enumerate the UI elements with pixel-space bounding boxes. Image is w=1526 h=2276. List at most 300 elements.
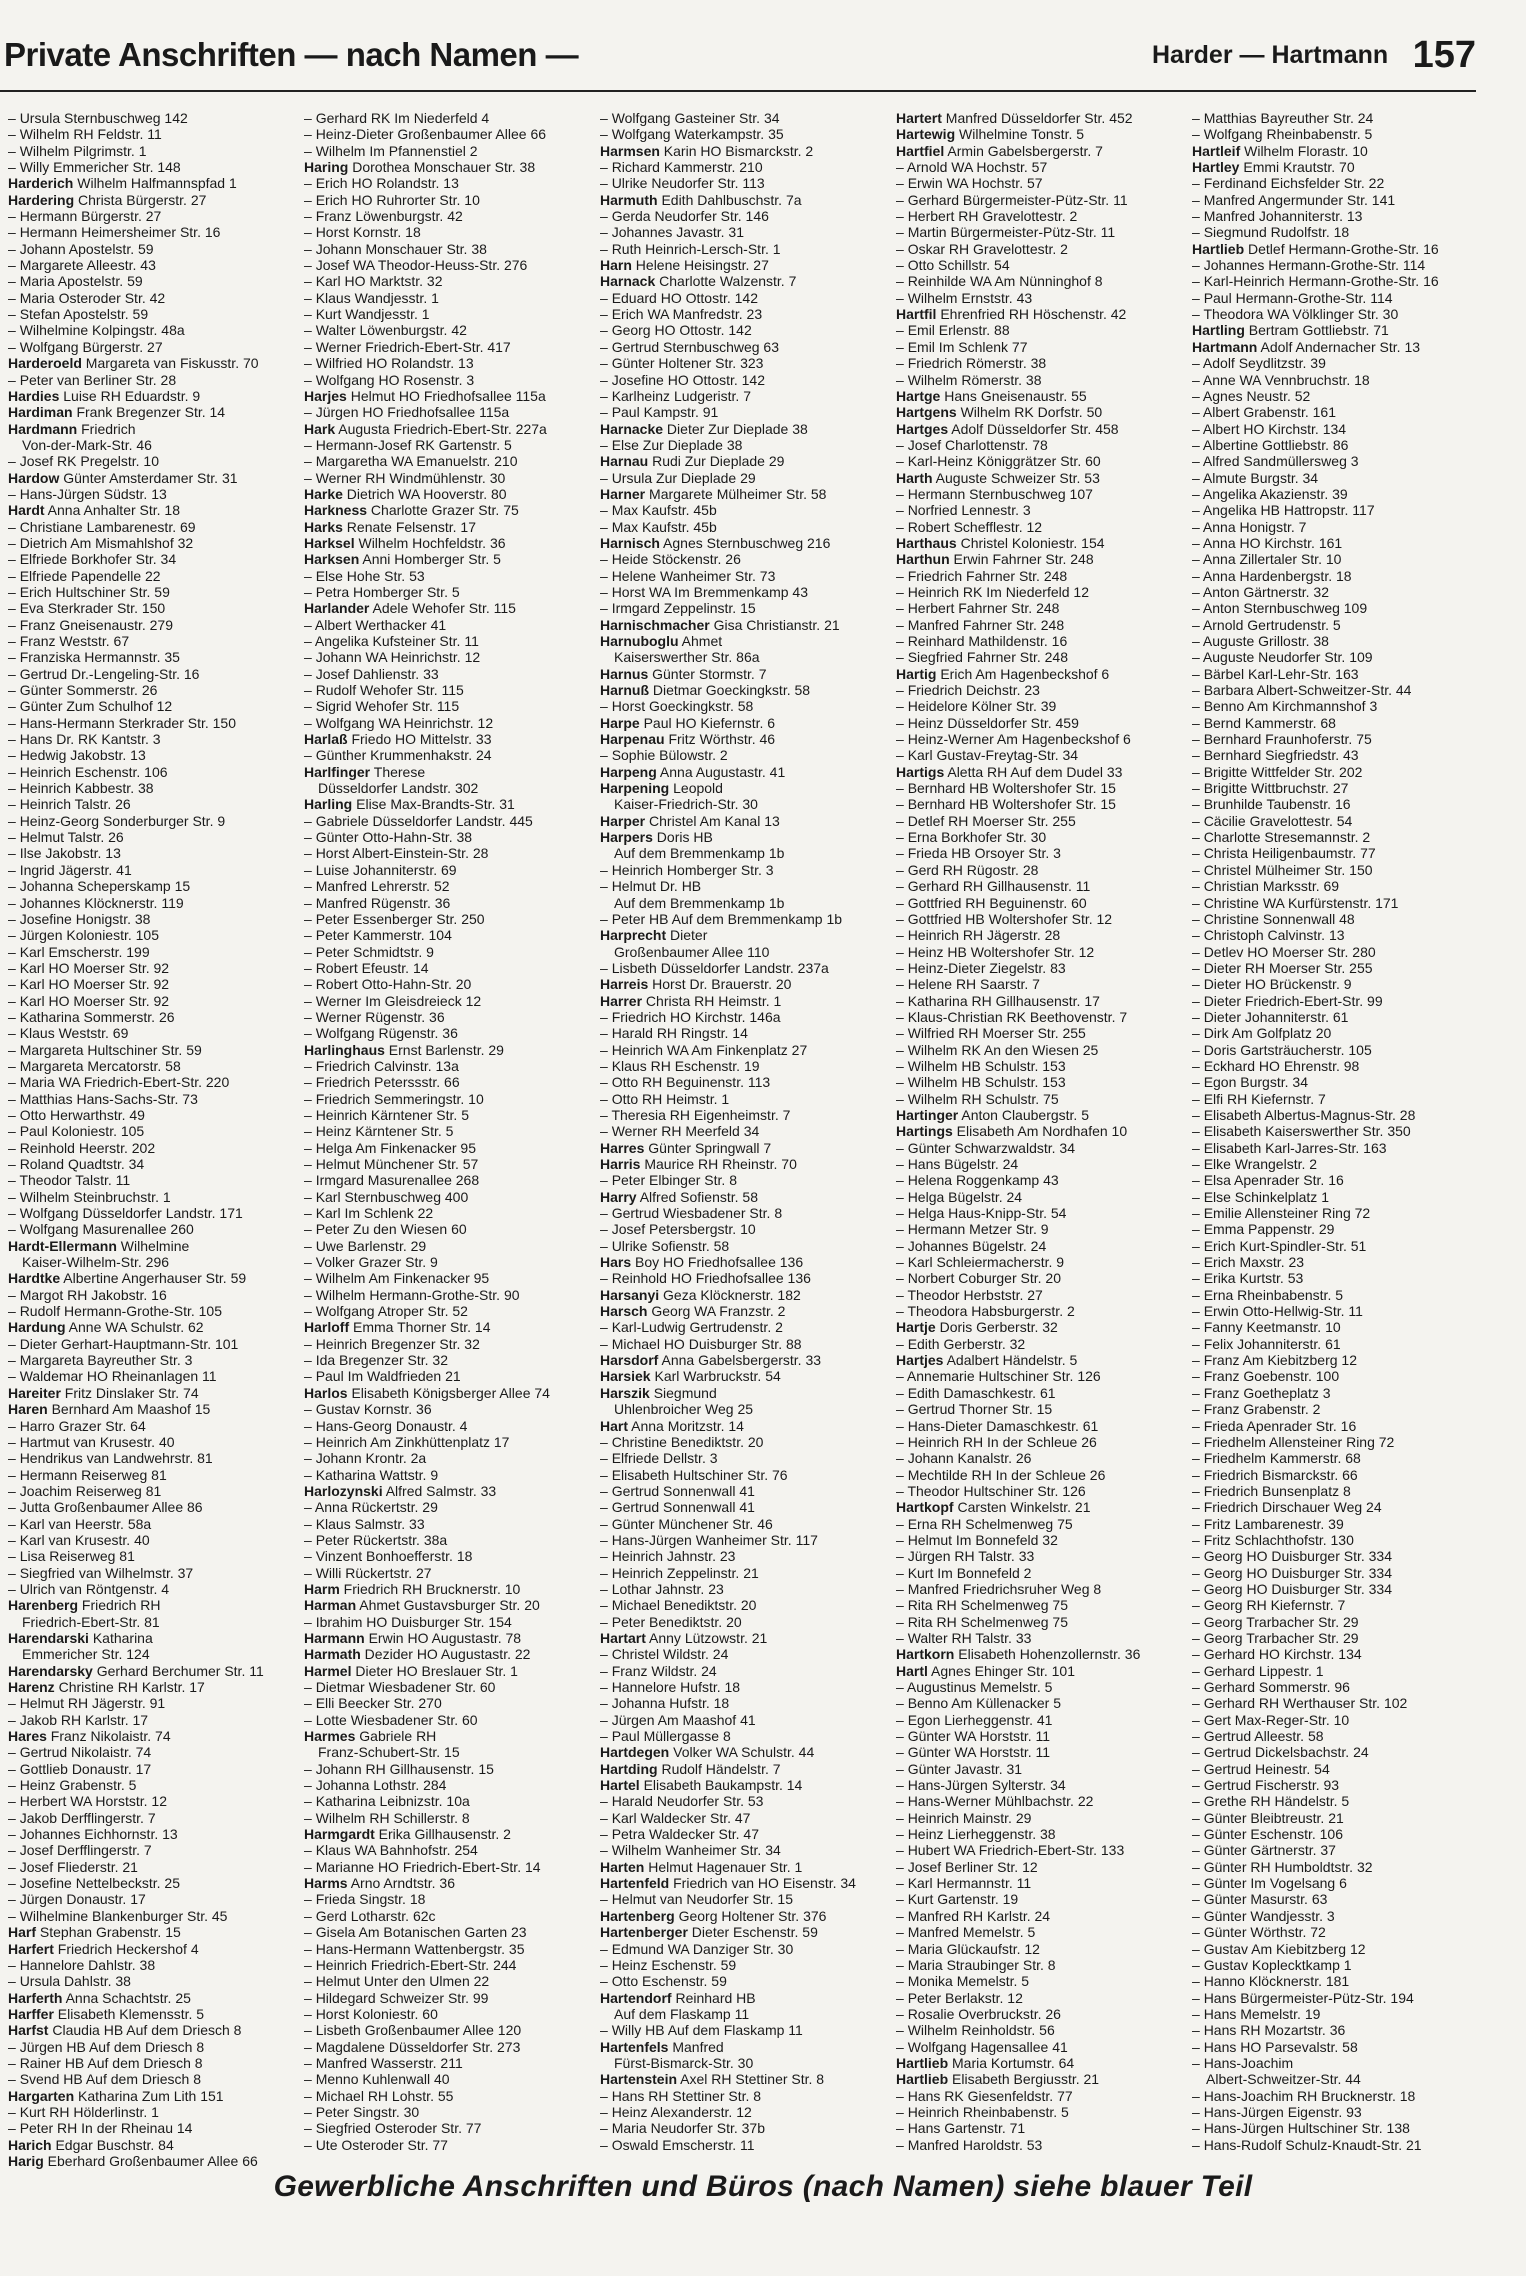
directory-entry: – Katharina RH Gillhausenstr. 17: [896, 993, 1182, 1009]
directory-entry: – Edmund WA Danziger Str. 30: [600, 1941, 886, 1957]
directory-entry: – Josefine Honigstr. 38: [8, 911, 294, 927]
directory-entry: – Wilhelmine Blankenburger Str. 45: [8, 1908, 294, 1924]
directory-entry: – Klaus Wandjesstr. 1: [304, 290, 590, 306]
directory-entry: – Agnes Neustr. 52: [1192, 388, 1478, 404]
directory-entry: – Franziska Hermannstr. 35: [8, 649, 294, 665]
directory-entry: – Günter Gärtnerstr. 37: [1192, 1842, 1478, 1858]
directory-entry: – Reinhold Heerstr. 202: [8, 1140, 294, 1156]
directory-entry: – Wilhelm Ernststr. 43: [896, 290, 1182, 306]
directory-entry: Hartjes Adalbert Händelstr. 5: [896, 1352, 1078, 1369]
directory-entry: – Georg HO Duisburger Str. 334: [1192, 1581, 1478, 1597]
directory-entry: – Friedhelm Kammerstr. 68: [1192, 1450, 1478, 1466]
directory-entry: – Franz Grabenstr. 2: [1192, 1401, 1478, 1417]
directory-entry: – Jakob RH Karlstr. 17: [8, 1712, 294, 1728]
directory-entry: – Friedrich Bunsenplatz 8: [1192, 1483, 1478, 1499]
directory-entry: – Sophie Bülowstr. 2: [600, 747, 886, 763]
directory-entry: – Heinrich Homberger Str. 3: [600, 862, 886, 878]
directory-entry: – Alfred Sandmüllersweg 3: [1192, 453, 1478, 469]
directory-entry: Hartert Manfred Düsseldorfer Str. 452: [896, 110, 1133, 126]
directory-entry: – Helmut van Neudorfer Str. 15: [600, 1891, 886, 1907]
directory-entry: – Michael RH Lohstr. 55: [304, 2088, 590, 2104]
directory-entry: – Horst WA Im Bremmenkamp 43: [600, 584, 886, 600]
directory-entry: Auf dem Bremmenkamp 1b: [600, 845, 785, 862]
directory-entry: Kaiserswerther Str. 86a: [600, 649, 760, 666]
directory-entry: – Manfred Angermunder Str. 141: [1192, 192, 1478, 208]
directory-entry: – Hans-Hermann Sterkrader Str. 150: [8, 715, 294, 731]
directory-entry: – Manfred Fahrner Str. 248: [896, 617, 1182, 633]
directory-entry: Harnus Günter Stormstr. 7: [600, 665, 767, 682]
directory-entry: Hartlieb Detlef Hermann-Grothe-Str. 16: [1192, 240, 1439, 257]
directory-entry: – Jürgen Koloniestr. 105: [8, 927, 294, 943]
directory-entry: Harry Alfred Sofienstr. 58: [600, 1188, 758, 1205]
directory-entry: – Gerda Neudorfer Str. 146: [600, 208, 886, 224]
directory-entry: – Ulrich van Röntgenstr. 4: [8, 1581, 294, 1597]
directory-entry: – Peter Zu den Wiesen 60: [304, 1221, 590, 1237]
directory-entry: – Frieda Singstr. 18: [304, 1891, 590, 1907]
directory-entry: – Helena Roggenkamp 43: [896, 1172, 1182, 1188]
directory-entry: Harkness Charlotte Grazer Str. 75: [304, 502, 519, 519]
directory-entry: – Elsa Apenrader Str. 16: [1192, 1172, 1478, 1188]
directory-entry: – Elisabeth Kaiserswerther Str. 350: [1192, 1123, 1478, 1139]
directory-entry: Hartmann Adolf Andernacher Str. 13: [1192, 338, 1421, 355]
directory-entry: Hartley Emmi Krautstr. 70: [1192, 159, 1355, 176]
directory-entry: – Gertrud Alleestr. 58: [1192, 1728, 1478, 1744]
directory-entry: – Wilhelm Hermann-Grothe-Str. 90: [304, 1287, 590, 1303]
directory-entry: – Maria Glückaufstr. 12: [896, 1941, 1182, 1957]
directory-entry: – Gerhard Bürgermeister-Pütz-Str. 11: [896, 192, 1182, 208]
directory-entry: – Otto Eschenstr. 59: [600, 1973, 886, 1989]
directory-entry: – Otto Schillstr. 54: [896, 257, 1182, 273]
directory-entry: – Volker Grazer Str. 9: [304, 1254, 590, 1270]
directory-column: [600, 110, 886, 2153]
directory-entry: – Albert HO Kirchstr. 134: [1192, 421, 1478, 437]
directory-entry: Harjes Helmut HO Friedhofsallee 115a: [304, 387, 546, 404]
directory-entry: – Günter Schwarzwaldstr. 34: [896, 1140, 1182, 1156]
directory-entry: – Ursula Zur Dieplade 29: [600, 470, 886, 486]
directory-entry: – Wolfgang WA Heinrichstr. 12: [304, 715, 590, 731]
directory-entry: – Jürgen HB Auf dem Driesch 8: [8, 2039, 294, 2055]
directory-entry: – Brigitte Wittfelder Str. 202: [1192, 764, 1478, 780]
directory-entry: – Elisabeth Albertus-Magnus-Str. 28: [1192, 1107, 1478, 1123]
directory-entry: – Auguste Grillostr. 38: [1192, 633, 1478, 649]
directory-entry: Harksel Wilhelm Hochfeldstr. 36: [304, 534, 506, 551]
directory-entry: Hartgens Wilhelm RK Dorfstr. 50: [896, 404, 1103, 421]
directory-entry: – Fritz Schlachthofstr. 130: [1192, 1532, 1478, 1548]
directory-entry: – Klaus Salmstr. 33: [304, 1516, 590, 1532]
directory-entry: – Hans-Joachim RH Brucknerstr. 18: [1192, 2088, 1478, 2104]
directory-entry: – Gustav Kornstr. 36: [304, 1401, 590, 1417]
directory-entry: Harsiek Karl Warbruckstr. 54: [600, 1368, 781, 1385]
directory-entry: – Heinrich Am Zinkhüttenplatz 17: [304, 1434, 590, 1450]
directory-entry: – Hendrikus van Landwehrstr. 81: [8, 1450, 294, 1466]
directory-entry: – Johanna Lothstr. 284: [304, 1777, 590, 1793]
directory-entry: – Karl Waldecker Str. 47: [600, 1810, 886, 1826]
directory-entry: Hartleif Wilhelm Florastr. 10: [1192, 142, 1368, 159]
directory-entry: – Emilie Allensteiner Ring 72: [1192, 1205, 1478, 1221]
directory-entry: – Roland Quadtstr. 34: [8, 1156, 294, 1172]
directory-entry: – Else Schinkelplatz 1: [1192, 1189, 1478, 1205]
directory-entry: Harszik Siegmund: [600, 1384, 717, 1401]
directory-entry: – Max Kaufstr. 45b: [600, 519, 886, 535]
footer-note: Gewerbliche Anschriften und Büros (nach Namen) siehe blauer Teil: [273, 2170, 1253, 2203]
directory-entry: Harth Auguste Schweizer Str. 53: [896, 469, 1100, 486]
directory-entry: – Helmut Dr. HB: [600, 878, 886, 894]
directory-entry: – Albertine Gottliebstr. 86: [1192, 437, 1478, 453]
directory-entry: – Siegfried Fahrner Str. 248: [896, 649, 1182, 665]
directory-entry: – Elli Beecker Str. 270: [304, 1695, 590, 1711]
directory-entry: Hartkorn Elisabeth Hohenzollernstr. 36: [896, 1646, 1141, 1663]
directory-entry: – Theodor Hultschiner Str. 126: [896, 1483, 1182, 1499]
directory-entry: – Hubert WA Friedrich-Ebert-Str. 133: [896, 1842, 1182, 1858]
directory-entry: – Theodor Herbststr. 27: [896, 1287, 1182, 1303]
directory-entry: – Johanna Scheperskamp 15: [8, 878, 294, 894]
directory-entry: Harnacke Dieter Zur Dieplade 38: [600, 420, 808, 437]
directory-entry: – Heinz-Werner Am Hagenbeckshof 6: [896, 731, 1182, 747]
directory-entry: – Wilhelm Steinbruchstr. 1: [8, 1189, 294, 1205]
directory-entry: – Erich Maxstr. 23: [1192, 1254, 1478, 1270]
directory-entry: – Wolfgang Atroper Str. 52: [304, 1303, 590, 1319]
directory-entry: – Heinrich Mainstr. 29: [896, 1810, 1182, 1826]
directory-entry: – Gertrud Heinestr. 54: [1192, 1761, 1478, 1777]
directory-entry: – Elfi RH Kiefernstr. 7: [1192, 1091, 1478, 1107]
directory-entry: – Josef Berliner Str. 12: [896, 1859, 1182, 1875]
directory-entry: – Helmut Unter den Ulmen 22: [304, 1973, 590, 1989]
directory-entry: – Wolfgang Rheinbabenstr. 5: [1192, 126, 1478, 142]
directory-entry: – Günter Wandjesstr. 3: [1192, 1908, 1478, 1924]
directory-entry: – Wilhelmine Kolpingstr. 48a: [8, 322, 294, 338]
directory-entry: – Dirk Am Golfplatz 20: [1192, 1025, 1478, 1041]
directory-entry: – Günter Bleibtreustr. 21: [1192, 1810, 1478, 1826]
directory-columns: [8, 110, 1478, 2169]
directory-entry: – Heinrich Kärntener Str. 5: [304, 1107, 590, 1123]
directory-entry: – Margareta Hultschiner Str. 59: [8, 1042, 294, 1058]
directory-entry: – Johannes Klöcknerstr. 119: [8, 895, 294, 911]
directory-entry: – Frieda Apenrader Str. 16: [1192, 1418, 1478, 1434]
directory-entry: Harfst Claudia HB Auf dem Driesch 8: [8, 2022, 242, 2039]
directory-entry: – Emma Pappenstr. 29: [1192, 1221, 1478, 1237]
directory-entry: – Jürgen Donaustr. 17: [8, 1891, 294, 1907]
directory-entry: – Karl-Heinz Königgrätzer Str. 60: [896, 453, 1182, 469]
directory-entry: Hars Boy HO Friedhofsallee 136: [600, 1254, 804, 1271]
directory-entry: – Wolfgang Masurenallee 260: [8, 1221, 294, 1237]
directory-entry: – Franz Wildstr. 24: [600, 1663, 886, 1679]
directory-entry: – Karl-Ludwig Gertrudenstr. 2: [600, 1319, 886, 1335]
directory-entry: – Wolfgang HO Rosenstr. 3: [304, 372, 590, 388]
directory-entry: – Lothar Jahnstr. 23: [600, 1581, 886, 1597]
directory-entry: – Ingrid Jägerstr. 41: [8, 862, 294, 878]
directory-entry: Harlozynski Alfred Salmstr. 33: [304, 1482, 497, 1499]
directory-entry: Harnau Rudi Zur Dieplade 29: [600, 453, 785, 470]
directory-entry: – Gertrud Dickelsbachstr. 24: [1192, 1744, 1478, 1760]
directory-entry: Harprecht Dieter: [600, 927, 708, 944]
directory-entry: – Anna Zillertaler Str. 10: [1192, 551, 1478, 567]
directory-entry: – Heinrich WA Am Finkenplatz 27: [600, 1042, 886, 1058]
directory-entry: – Karlheinz Ludgeristr. 7: [600, 388, 886, 404]
directory-entry: – Heinrich RK Im Niederfeld 12: [896, 584, 1182, 600]
directory-entry: – Gertrud Dr.-Lengeling-Str. 16: [8, 666, 294, 682]
directory-entry: – Erna Borkhofer Str. 30: [896, 829, 1182, 845]
directory-entry: – Wolfgang Düsseldorfer Landstr. 171: [8, 1205, 294, 1221]
directory-entry: – Erwin WA Hochstr. 57: [896, 175, 1182, 191]
directory-entry: Haren Bernhard Am Maashof 15: [8, 1401, 211, 1418]
directory-entry: – Hans Memelstr. 19: [1192, 2006, 1478, 2022]
directory-entry: – Paul Koloniestr. 105: [8, 1123, 294, 1139]
directory-entry: – Vinzent Bonhoefferstr. 18: [304, 1548, 590, 1564]
directory-entry: – Heinrich RH In der Schleue 26: [896, 1434, 1182, 1450]
directory-entry: Hartkopf Carsten Winkelstr. 21: [896, 1499, 1091, 1516]
directory-entry: – Gertrud Wiesbadener Str. 8: [600, 1205, 886, 1221]
directory-entry: – Karl Emscherstr. 199: [8, 944, 294, 960]
directory-entry: – Else Hohe Str. 53: [304, 568, 590, 584]
directory-entry: – Walter Löwenburgstr. 42: [304, 322, 590, 338]
directory-entry: – Marianne HO Friedrich-Ebert-Str. 14: [304, 1859, 590, 1875]
directory-entry: – Willy Emmericher Str. 148: [8, 159, 294, 175]
directory-entry: – Petra Waldecker Str. 47: [600, 1826, 886, 1842]
directory-entry: – Erich WA Manfredstr. 23: [600, 306, 886, 322]
directory-entry: – Oskar RH Gravelottestr. 2: [896, 241, 1182, 257]
directory-entry: – Hans-Jürgen Eigenstr. 93: [1192, 2104, 1478, 2120]
directory-entry: Hardt-Ellermann Wilhelmine: [8, 1237, 190, 1254]
directory-entry: – Reinhold HO Friedhofsallee 136: [600, 1270, 886, 1286]
directory-entry: – Peter van Berliner Str. 28: [8, 372, 294, 388]
directory-entry: – Günter RH Humboldtstr. 32: [1192, 1859, 1478, 1875]
directory-entry: – Rudolf Wehofer Str. 115: [304, 682, 590, 698]
directory-entry: – Siegfried van Wilhelmstr. 37: [8, 1565, 294, 1581]
directory-entry: – Franz Goebenstr. 100: [1192, 1368, 1478, 1384]
directory-entry: – Christoph Calvinstr. 13: [1192, 927, 1478, 943]
directory-entry: – Gottfried RH Beguinenstr. 60: [896, 895, 1182, 911]
directory-entry: – Georg Trarbacher Str. 29: [1192, 1630, 1478, 1646]
directory-entry: – Friedrich Fahrner Str. 248: [896, 568, 1182, 584]
directory-entry: – Maria Straubinger Str. 8: [896, 1957, 1182, 1973]
directory-entry: Hardow Günter Amsterdamer Str. 31: [8, 469, 238, 486]
directory-entry: – Jürgen HO Friedhofsallee 115a: [304, 404, 590, 420]
directory-entry: – Martin Bürgermeister-Pütz-Str. 11: [896, 224, 1182, 240]
directory-entry: – Irmgard Masurenallee 268: [304, 1172, 590, 1188]
directory-entry: – Theodor Talstr. 11: [8, 1172, 294, 1188]
directory-entry: – Johannes Hermann-Grothe-Str. 114: [1192, 257, 1478, 273]
directory-entry: – Egon Lierheggenstr. 41: [896, 1712, 1182, 1728]
directory-entry: – Benno Am Kirchmannshof 3: [1192, 698, 1478, 714]
directory-entry: – Norfried Lennestr. 3: [896, 502, 1182, 518]
directory-entry: Großenbaumer Allee 110: [600, 943, 770, 960]
directory-entry: – Manfred Haroldstr. 53: [896, 2137, 1182, 2153]
directory-entry: Harenz Christine RH Karlstr. 17: [8, 1679, 205, 1695]
directory-entry: Harlaß Friedo HO Mittelstr. 33: [304, 731, 492, 748]
directory-entry: – Johann WA Heinrichstr. 12: [304, 649, 590, 665]
directory-entry: – Werner RH Meerfeld 34: [600, 1123, 886, 1139]
directory-entry: – Charlotte Stresemannstr. 2: [1192, 829, 1478, 845]
directory-entry: – Josefine HO Ottostr. 142: [600, 372, 886, 388]
directory-entry: – Manfred Rügenstr. 36: [304, 895, 590, 911]
directory-entry: – Günther Krummenhakstr. 24: [304, 747, 590, 763]
directory-entry: – Johann Monschauer Str. 38: [304, 241, 590, 257]
directory-entry: Harferth Anna Schachtstr. 25: [8, 1989, 191, 2006]
directory-entry: – Christa Heiligenbaumstr. 77: [1192, 845, 1478, 861]
directory-entry: Hartenstein Axel RH Stettiner Str. 8: [600, 2071, 825, 2088]
directory-entry: – Elke Wrangelstr. 2: [1192, 1156, 1478, 1172]
directory-entry: Hartl Agnes Ehinger Str. 101: [896, 1662, 1076, 1679]
directory-entry: – Heinrich RH Jägerstr. 28: [896, 927, 1182, 943]
directory-entry: – Robert Efeustr. 14: [304, 960, 590, 976]
directory-entry: – Hannelore Hufstr. 18: [600, 1679, 886, 1695]
directory-entry: – Ute Osteroder Str. 77: [304, 2137, 590, 2153]
directory-entry: – Christine Sonnenwall 48: [1192, 911, 1478, 927]
directory-entry: – Horst Goeckingkstr. 58: [600, 698, 886, 714]
directory-entry: Hartenberger Dieter Eschenstr. 59: [600, 1924, 818, 1941]
directory-entry: – Eva Sterkrader Str. 150: [8, 600, 294, 616]
directory-entry: – Lisbeth Düsseldorfer Landstr. 237a: [600, 960, 886, 976]
header-right: [1152, 34, 1476, 77]
directory-entry: Harfert Friedrich Heckershof 4: [8, 1940, 199, 1957]
directory-entry: – Christel Mülheimer Str. 150: [1192, 862, 1478, 878]
directory-entry: – Manfred RH Karlstr. 24: [896, 1908, 1182, 1924]
directory-entry: – Heinz Kärntener Str. 5: [304, 1123, 590, 1139]
directory-entry: – Heinrich Talstr. 26: [8, 796, 294, 812]
directory-entry: – Karl Hermannstr. 11: [896, 1875, 1182, 1891]
directory-entry: – Dietmar Wiesbadener Str. 60: [304, 1679, 590, 1695]
directory-entry: – Rosalie Overbruckstr. 26: [896, 2006, 1182, 2022]
directory-entry: Hareiter Fritz Dinslaker Str. 74: [8, 1384, 199, 1401]
directory-entry: – Harro Grazer Str. 64: [8, 1418, 294, 1434]
directory-entry: – Klaus-Christian RK Beethovenstr. 7: [896, 1009, 1182, 1025]
directory-entry: – Wolfgang Bürgerstr. 27: [8, 339, 294, 355]
directory-entry: – Günter Münchener Str. 46: [600, 1516, 886, 1532]
directory-column: [8, 110, 294, 2169]
directory-entry: Hartenfels Manfred: [600, 2038, 724, 2055]
directory-entry: – Margareta Bayreuther Str. 3: [8, 1352, 294, 1368]
directory-entry: – Ferdinand Eichsfelder Str. 22: [1192, 175, 1478, 191]
directory-entry: – Heinz-Dieter Großenbaumer Allee 66: [304, 126, 590, 142]
directory-entry: – Otto Herwarthstr. 49: [8, 1107, 294, 1123]
directory-entry: – Ursula Sternbuschweg 142: [8, 110, 294, 126]
directory-entry: Harthaus Christel Koloniestr. 154: [896, 534, 1105, 551]
directory-entry: – Detlef RH Moerser Str. 255: [896, 813, 1182, 829]
directory-entry: – Michael Benediktstr. 20: [600, 1597, 886, 1613]
directory-entry: – Horst Albert-Einstein-Str. 28: [304, 845, 590, 861]
directory-entry: Harlinghaus Ernst Barlenstr. 29: [304, 1041, 504, 1058]
directory-entry: – Günter Wörthstr. 72: [1192, 1924, 1478, 1940]
directory-entry: – Karl HO Moerser Str. 92: [8, 960, 294, 976]
directory-entry: – Helmut Münchener Str. 57: [304, 1156, 590, 1172]
directory-entry: – Robert Schefflestr. 12: [896, 519, 1182, 535]
directory-entry: – Karl van Heerstr. 58a: [8, 1516, 294, 1532]
directory-entry: – Johanna Hufstr. 18: [600, 1695, 886, 1711]
directory-entry: – Heide Stöckenstr. 26: [600, 551, 886, 567]
directory-entry: – Gerd RH Rügostr. 28: [896, 862, 1182, 878]
directory-entry: – Felix Johanniterstr. 61: [1192, 1336, 1478, 1352]
directory-entry: – Manfred Friedrichsruher Weg 8: [896, 1581, 1182, 1597]
directory-entry: – Helene Wanheimer Str. 73: [600, 568, 886, 584]
directory-entry: – Josef RK Pregelstr. 10: [8, 453, 294, 469]
directory-entry: Hartenfeld Friedrich van HO Eisenstr. 34: [600, 1875, 856, 1892]
directory-entry: – Waldemar HO Rheinanlagen 11: [8, 1368, 294, 1384]
directory-entry: Harsch Georg WA Franzstr. 2: [600, 1303, 786, 1320]
directory-column: [896, 110, 1182, 2153]
directory-entry: Hardmann Friedrich: [8, 420, 136, 437]
directory-entry: – Theodora WA Völklinger Str. 30: [1192, 306, 1478, 322]
directory-entry: – Manfred Johanniterstr. 13: [1192, 208, 1478, 224]
directory-entry: – Egon Burgstr. 34: [1192, 1074, 1478, 1090]
directory-entry: – Hans-Georg Donaustr. 4: [304, 1418, 590, 1434]
directory-entry: Harnuboglu Ahmet: [600, 633, 723, 649]
directory-entry: – Ulrike Sofienstr. 58: [600, 1238, 886, 1254]
directory-entry: – Wilhelm RH Feldstr. 11: [8, 126, 294, 142]
directory-entry: – Benno Am Küllenacker 5: [896, 1695, 1182, 1711]
page-title: Private Anschriften — nach Namen —: [4, 36, 579, 73]
directory-entry: – Rudolf Hermann-Grothe-Str. 105: [8, 1303, 294, 1319]
directory-column: [304, 110, 590, 2153]
directory-entry: – Georg Trarbacher Str. 29: [1192, 1614, 1478, 1630]
directory-entry: Hartje Doris Gerberstr. 32: [896, 1319, 1058, 1336]
directory-entry: Hartigs Aletta RH Auf dem Dudel 33: [896, 763, 1123, 780]
directory-entry: – Hedwig Jakobstr. 13: [8, 747, 294, 763]
directory-entry: – Georg HO Ottostr. 142: [600, 322, 886, 338]
directory-entry: – Harald Neudorfer Str. 53: [600, 1793, 886, 1809]
directory-entry: – Günter Zum Schulhof 12: [8, 698, 294, 714]
directory-entry: Hartfiel Armin Gabelsbergerstr. 7: [896, 142, 1103, 159]
directory-entry: – Helene RH Saarstr. 7: [896, 976, 1182, 992]
directory-entry: – Anna HO Kirchstr. 161: [1192, 535, 1478, 551]
directory-entry: – Heidelore Kölner Str. 39: [896, 698, 1182, 714]
directory-entry: Hardtke Albertine Angerhauser Str. 59: [8, 1270, 247, 1287]
directory-entry: Haring Dorothea Monschauer Str. 38: [304, 159, 536, 176]
directory-entry: – Wilfried RH Moerser Str. 255: [896, 1025, 1182, 1041]
directory-entry: – Lotte Wiesbadener Str. 60: [304, 1712, 590, 1728]
directory-entry: – Karl Schleiermacherstr. 9: [896, 1254, 1182, 1270]
directory-entry: Harres Günter Springwall 7: [600, 1139, 772, 1156]
directory-entry: – Hans Gartenstr. 71: [896, 2120, 1182, 2136]
directory-entry: Hartlieb Maria Kortumstr. 64: [896, 2054, 1075, 2071]
directory-entry: – Bernhard Siegfriedstr. 43: [1192, 747, 1478, 763]
directory-entry: – Hans Bürgermeister-Pütz-Str. 194: [1192, 1990, 1478, 2006]
directory-entry: – Theresia RH Eigenheimstr. 7: [600, 1107, 886, 1123]
directory-entry: – Max Kaufstr. 45b: [600, 502, 886, 518]
directory-entry: – Johann RH Gillhausenstr. 15: [304, 1761, 590, 1777]
directory-entry: – Margareta Mercatorstr. 58: [8, 1058, 294, 1074]
directory-entry: – Wolfgang Hagensallee 41: [896, 2039, 1182, 2055]
directory-entry: Harks Renate Felsenstr. 17: [304, 518, 476, 535]
directory-entry: – Uwe Barlenstr. 29: [304, 1238, 590, 1254]
directory-entry: – Friedrich Bismarckstr. 66: [1192, 1467, 1478, 1483]
directory-entry: Hartel Elisabeth Baukampstr. 14: [600, 1777, 803, 1794]
directory-entry: Harman Ahmet Gustavsburger Str. 20: [304, 1597, 540, 1614]
directory-entry: – Erich HO Ruhrorter Str. 10: [304, 192, 590, 208]
directory-entry: – Jakob Derfflingerstr. 7: [8, 1810, 294, 1826]
directory-entry: – Anton Sternbuschweg 109: [1192, 600, 1478, 616]
directory-entry: – Heinrich Kabbestr. 38: [8, 780, 294, 796]
directory-entry: – Gerhard RH Gillhausenstr. 11: [896, 878, 1182, 894]
directory-entry: – Wilhelm Am Finkenacker 95: [304, 1270, 590, 1286]
directory-entry: Harlander Adele Wehofer Str. 115: [304, 600, 516, 617]
directory-entry: – Otto RH Heimstr. 1: [600, 1091, 886, 1107]
directory-entry: – Klaus WA Bahnhofstr. 254: [304, 1842, 590, 1858]
directory-entry: – Wilhelm RH Schillerstr. 8: [304, 1810, 590, 1826]
directory-entry: – Fritz Lambarenestr. 39: [1192, 1516, 1478, 1532]
directory-entry: – Maria WA Friedrich-Ebert-Str. 220: [8, 1074, 294, 1090]
directory-entry: – Peter Rückertstr. 38a: [304, 1532, 590, 1548]
directory-entry: Hartenberg Georg Holtener Str. 376: [600, 1907, 827, 1924]
directory-entry: – Heinz Düsseldorfer Str. 459: [896, 715, 1182, 731]
directory-entry: Hares Franz Nikolaistr. 74: [8, 1728, 171, 1745]
directory-entry: – Hans RK Giesenfeldstr. 77: [896, 2088, 1182, 2104]
directory-entry: – Johannes Eichhornstr. 13: [8, 1826, 294, 1842]
directory-entry: – Hermann Bürgerstr. 27: [8, 208, 294, 224]
directory-entry: – Johannes Bügelstr. 24: [896, 1238, 1182, 1254]
directory-entry: – Elisabeth Hultschiner Str. 76: [600, 1467, 886, 1483]
directory-entry: – Svend HB Auf dem Driesch 8: [8, 2071, 294, 2087]
directory-entry: – Jutta Großenbaumer Allee 86: [8, 1499, 294, 1515]
